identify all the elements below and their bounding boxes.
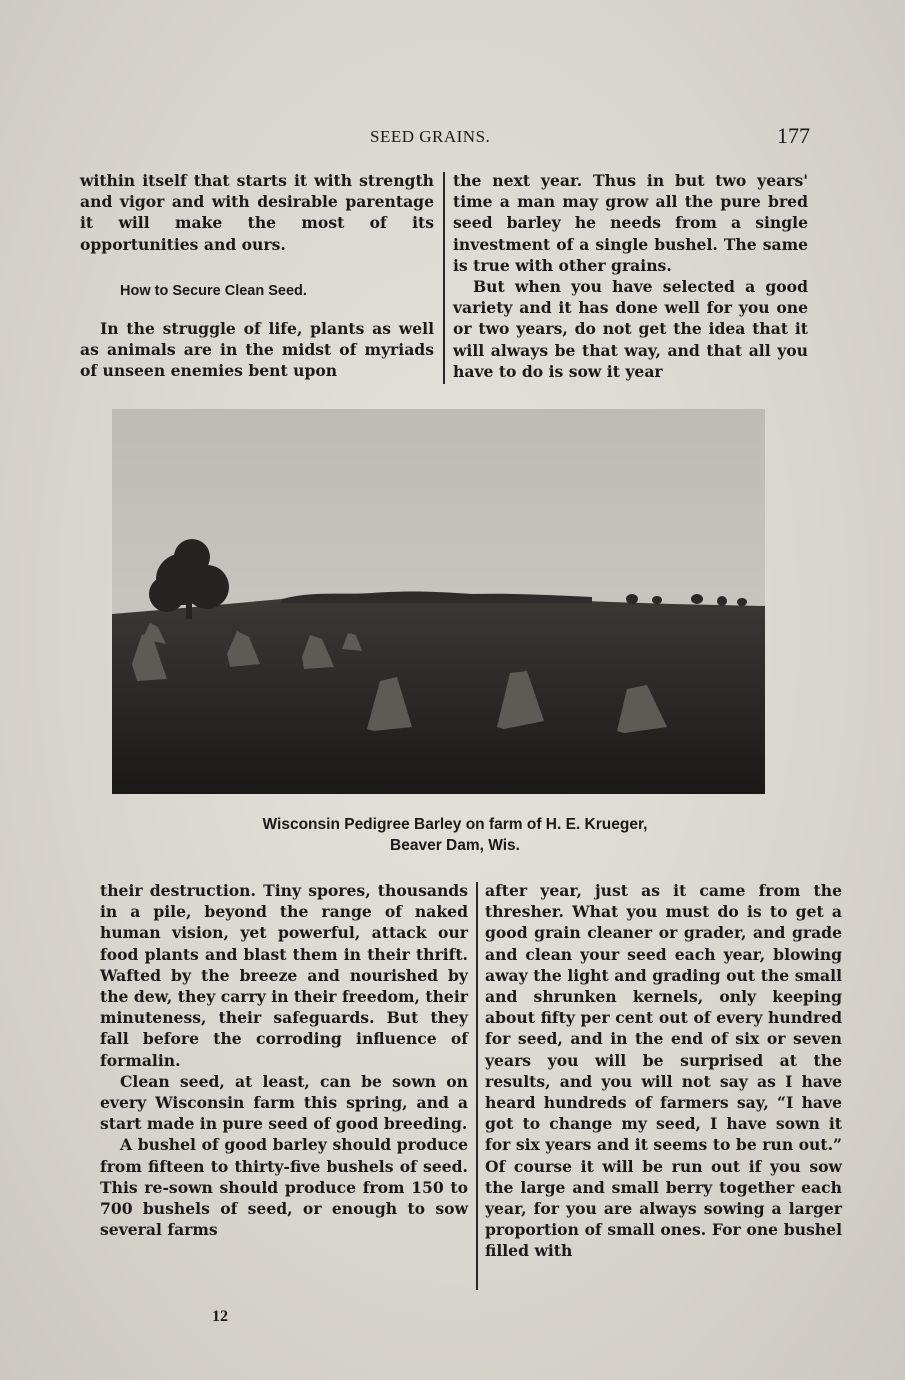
paragraph: their destruction. Tiny spores, thousands in a pile, beyond the range of naked human vision, yet powerful, attack our food plants and blast them in their thrift. Wafted by the breeze and nourished by the dew, they carry in their freedom, their minuteness, their safeguards. But they fall before the corroding influence of formalin. [100,881,468,1070]
caption-line: Beaver Dam, Wis. [390,837,520,854]
bottom-left-column [100,880,468,1240]
paragraph: Clean seed, at least, can be sown on every Wisconsin farm this spring, and a start made in pure seed of good breeding. [100,1071,468,1134]
top-left-column [80,170,434,382]
paragraph: within itself that starts it with strength and vigor and with desirable parentage it will make the most of its opportunities and ours. [80,171,434,254]
section-heading: How to Secure Clean Seed. [120,282,307,299]
paragraph: But when you have selected a good variety and it has done well for you one or two years, do not get the idea that it will always be that way, and that all you have to do is sow it year [453,277,808,381]
page-number: 177 [777,123,810,148]
paragraph: the next year. Thus in but two years' time a man may grow all the pure bred seed barley he needs from a single investment of a single bushel. The same is true with other grains. [453,171,808,275]
field [112,596,765,794]
running-title: SEED GRAINS. [370,127,491,146]
top-right-column [453,170,808,382]
paragraph: In the struggle of life, plants as well as animals are in the midst of myriads of unseen enemies bent upon [80,319,434,381]
photo-image [112,409,765,794]
bottom-right-column [485,880,842,1262]
barley-field-photo [112,409,765,794]
column-divider [443,172,445,384]
caption-line: Wisconsin Pedigree Barley on farm of H. E. Krueger, [262,816,648,833]
paragraph: A bushel of good barley should produce from fifteen to thirty-five bushels of seed. This re-sown should produce from 150 to 700 bushels of seed, or enough to sow several farms [100,1135,468,1240]
signature-mark: 12 [212,1308,228,1325]
column-divider [476,882,478,1290]
photo-caption [100,814,810,856]
page-header [80,123,810,151]
paragraph: after year, just as it came from the thresher. What you must do is to get a good grain cleaner or grader, and grade and clean your seed each year, blowing away the light and grading out the small and shrunken kernels, only keeping about fifty per cent out of every hundred for seed, and in the end of six or seven years you will be surprised at the results, and you will not say as I have heard hundreds of farmers say, “I have got to change my seed, I have sown it for six years and it seems to be run out.” Of course it will be run out if you sow the large and small berry together each year, for you are always sowing a larger proportion of small ones. For one bushel filled with [485,881,842,1261]
